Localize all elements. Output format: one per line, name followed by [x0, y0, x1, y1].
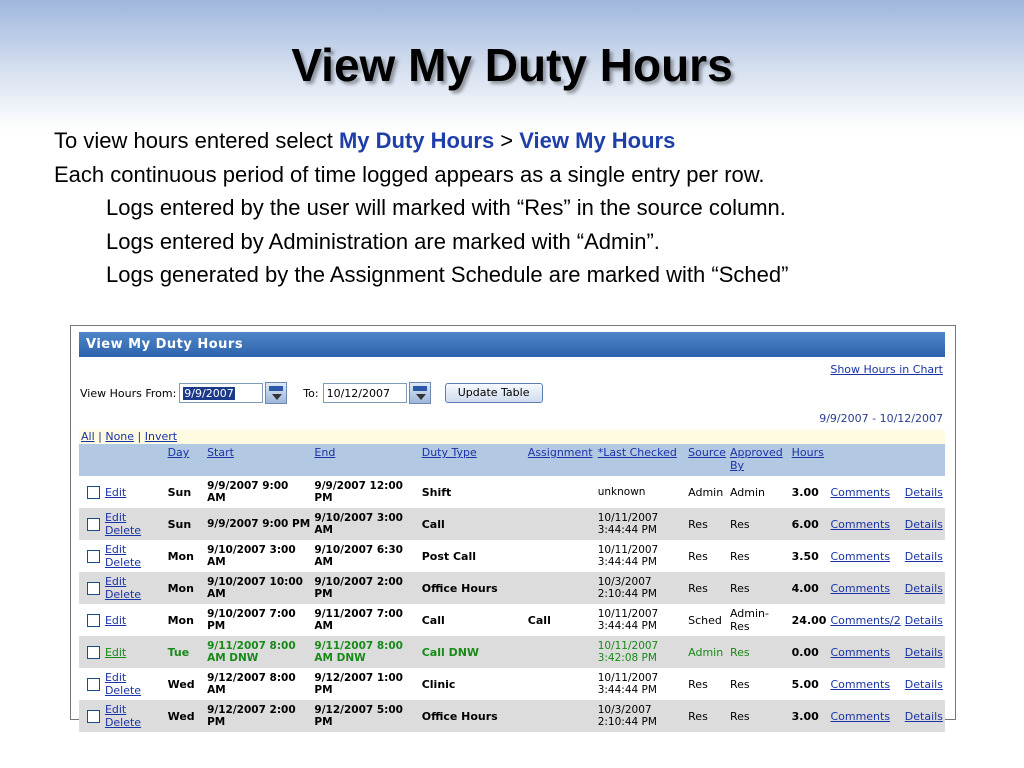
- to-date-input[interactable]: [323, 383, 407, 403]
- last-checked-cell: 10/11/2007 3:44:44 PM: [596, 604, 686, 636]
- header-duty-type[interactable]: Duty Type: [420, 444, 526, 476]
- day-cell: Mon: [166, 572, 205, 604]
- row-checkbox-cell: [79, 476, 103, 508]
- edit-link[interactable]: Edit: [104, 485, 127, 499]
- start-cell: 9/11/2007 8:00 AM DNW: [205, 636, 312, 668]
- select-separator: |: [134, 430, 145, 443]
- hours-cell: 3.00: [790, 700, 829, 732]
- menu-separator: >: [494, 128, 520, 153]
- last-checked-cell: 10/3/2007 2:10:44 PM: [596, 700, 686, 732]
- assignment-cell: [526, 540, 596, 572]
- table-row: [79, 572, 945, 604]
- last-checked-cell: 10/11/2007 3:44:44 PM: [596, 668, 686, 700]
- end-cell: 9/12/2007 5:00 PM: [312, 700, 419, 732]
- duty-type-cell: Call: [420, 604, 526, 636]
- date-range-text: 9/9/2007 - 10/12/2007: [819, 412, 943, 425]
- day-cell: Wed: [166, 700, 205, 732]
- start-cell: 9/10/2007 10:00 AM: [205, 572, 312, 604]
- hours-cell: 6.00: [790, 508, 829, 540]
- hours-cell: 5.00: [790, 668, 829, 700]
- details-link[interactable]: Details: [903, 636, 945, 668]
- assignment-cell: [526, 636, 596, 668]
- menu-view-my-hours: View My Hours: [519, 128, 676, 153]
- row-checkbox[interactable]: [87, 550, 100, 563]
- comments-link[interactable]: Comments: [828, 508, 902, 540]
- slide-title: View My Duty Hours: [291, 39, 733, 91]
- end-cell: 9/11/2007 8:00 AM DNW: [312, 636, 419, 668]
- start-cell: 9/9/2007 9:00 PM: [205, 508, 312, 540]
- header-approved-by[interactable]: Approved By: [728, 444, 790, 476]
- row-checkbox[interactable]: [87, 518, 100, 531]
- end-cell: 9/9/2007 12:00 PM: [312, 476, 419, 508]
- assignment-cell: [526, 700, 596, 732]
- source-cell: Res: [686, 668, 728, 700]
- duty-type-cell: Clinic: [420, 668, 526, 700]
- bullet-item: [54, 225, 984, 259]
- approved-by-cell: Res: [728, 572, 790, 604]
- table-row: [79, 540, 945, 572]
- row-actions: [103, 540, 166, 572]
- table-row: [79, 476, 945, 508]
- day-cell: Mon: [166, 604, 205, 636]
- approved-by-cell: Admin: [728, 476, 790, 508]
- row-checkbox[interactable]: [87, 710, 100, 723]
- to-date-value: 10/12/2007: [326, 386, 390, 400]
- to-calendar-icon[interactable]: [409, 382, 431, 404]
- details-link[interactable]: Details: [903, 668, 945, 700]
- hours-cell: 3.00: [790, 476, 829, 508]
- bullet-icon: [54, 225, 106, 259]
- details-link[interactable]: Details: [903, 476, 945, 508]
- from-label: View Hours From:: [80, 386, 177, 400]
- table-row: [79, 636, 945, 668]
- details-link[interactable]: Details: [903, 508, 945, 540]
- duty-hours-table: [79, 444, 945, 732]
- comments-link[interactable]: Comments: [828, 700, 902, 732]
- header-assignment[interactable]: Assignment: [526, 444, 596, 476]
- bullet-text: Logs entered by the user will marked with “Res” in the source column.: [106, 195, 786, 220]
- hours-cell: 0.00: [790, 636, 829, 668]
- show-hours-in-chart-link[interactable]: Show Hours in Chart: [830, 363, 943, 376]
- header-checkbox: [79, 444, 103, 476]
- table-row: [79, 668, 945, 700]
- day-cell: Tue: [166, 636, 205, 668]
- comments-link[interactable]: Comments: [828, 540, 902, 572]
- approved-by-cell: Res: [728, 540, 790, 572]
- comments-link[interactable]: Comments: [828, 572, 902, 604]
- day-cell: Sun: [166, 508, 205, 540]
- table-row: [79, 508, 945, 540]
- header-end[interactable]: End: [312, 444, 419, 476]
- edit-link[interactable]: Edit: [104, 575, 127, 588]
- menu-my-duty-hours: My Duty Hours: [338, 128, 495, 153]
- row-checkbox[interactable]: [87, 678, 100, 691]
- last-checked-cell: 10/11/2007 3:44:44 PM: [596, 508, 686, 540]
- instruction-prefix: To view hours entered select: [54, 128, 339, 153]
- source-cell: Res: [686, 700, 728, 732]
- duty-type-cell: Shift: [420, 476, 526, 508]
- last-checked-cell: 10/3/2007 2:10:44 PM: [596, 572, 686, 604]
- source-cell: Res: [686, 572, 728, 604]
- row-actions: [103, 476, 166, 508]
- hours-cell: 4.00: [790, 572, 829, 604]
- delete-link[interactable]: Delete: [104, 588, 142, 601]
- selection-bar: [79, 430, 945, 444]
- approved-by-cell: Res: [728, 636, 790, 668]
- table-header-row: [79, 444, 945, 476]
- header-hours[interactable]: Hours: [790, 444, 829, 476]
- comments-link[interactable]: Comments/2: [828, 604, 902, 636]
- duty-type-cell: Post Call: [420, 540, 526, 572]
- header-details: [903, 444, 945, 476]
- table-row: [79, 604, 945, 636]
- day-cell: Sun: [166, 476, 205, 508]
- approved-by-cell: Res: [728, 668, 790, 700]
- start-cell: 9/10/2007 3:00 AM: [205, 540, 312, 572]
- select-separator: |: [94, 430, 106, 443]
- end-cell: 9/10/2007 2:00 PM: [312, 572, 419, 604]
- bullet-icon: [54, 191, 106, 225]
- row-checkbox-cell: [79, 700, 103, 732]
- delete-link[interactable]: Delete: [104, 556, 142, 569]
- comments-link[interactable]: Comments: [828, 636, 902, 668]
- approved-by-cell: Admin-Res: [728, 604, 790, 636]
- bullet-item: [54, 191, 984, 225]
- bullet-text: Logs generated by the Assignment Schedule are marked with “Sched”: [106, 262, 789, 287]
- source-cell: Res: [686, 508, 728, 540]
- row-checkbox[interactable]: [87, 614, 100, 627]
- source-cell: Admin: [686, 476, 728, 508]
- day-cell: Wed: [166, 668, 205, 700]
- panel-header: View My Duty Hours: [79, 332, 945, 357]
- header-day[interactable]: Day: [166, 444, 205, 476]
- row-checkbox-cell: [79, 540, 103, 572]
- select-invert-link[interactable]: Invert: [144, 430, 178, 443]
- row-checkbox[interactable]: [87, 646, 100, 659]
- end-cell: 9/11/2007 7:00 AM: [312, 604, 419, 636]
- source-cell: Admin: [686, 636, 728, 668]
- approved-by-cell: Res: [728, 508, 790, 540]
- assignment-cell: Call: [526, 604, 596, 636]
- row-actions: [103, 508, 166, 540]
- day-cell: Mon: [166, 540, 205, 572]
- bullet-item: [54, 258, 984, 292]
- row-checkbox-cell: [79, 668, 103, 700]
- details-link[interactable]: Details: [903, 540, 945, 572]
- start-cell: 9/12/2007 2:00 PM: [205, 700, 312, 732]
- bullet-icon: [54, 258, 106, 292]
- row-checkbox-cell: [79, 604, 103, 636]
- row-actions: [103, 700, 166, 732]
- description-line: Each continuous period of time logged appears as a single entry per row.: [54, 161, 765, 187]
- approved-by-cell: Res: [728, 700, 790, 732]
- edit-link[interactable]: Edit: [104, 511, 127, 524]
- instruction-line: [54, 124, 984, 158]
- header-comments: [828, 444, 902, 476]
- end-cell: 9/10/2007 6:30 AM: [312, 540, 419, 572]
- comments-link[interactable]: Comments: [828, 668, 902, 700]
- update-table-button[interactable]: Update Table: [445, 383, 543, 403]
- select-none-link[interactable]: None: [105, 430, 135, 443]
- duty-type-cell: Office Hours: [420, 572, 526, 604]
- details-link[interactable]: Details: [903, 572, 945, 604]
- edit-link[interactable]: Edit: [104, 671, 127, 684]
- table-row: [79, 700, 945, 732]
- date-filter: [80, 381, 543, 405]
- edit-link[interactable]: Edit: [104, 543, 127, 556]
- row-checkbox[interactable]: [87, 486, 100, 499]
- row-checkbox-cell: [79, 636, 103, 668]
- hours-cell: 3.50: [790, 540, 829, 572]
- last-checked-cell: 10/11/2007 3:44:44 PM: [596, 540, 686, 572]
- from-date-value: 9/9/2007: [184, 386, 234, 400]
- delete-link[interactable]: Delete: [104, 524, 142, 537]
- end-cell: 9/10/2007 3:00 AM: [312, 508, 419, 540]
- start-cell: 9/10/2007 7:00 PM: [205, 604, 312, 636]
- source-cell: Sched: [686, 604, 728, 636]
- start-cell: 9/12/2007 8:00 AM: [205, 668, 312, 700]
- row-actions: [103, 572, 166, 604]
- to-label: To:: [303, 386, 319, 400]
- details-link[interactable]: Details: [903, 604, 945, 636]
- edit-link[interactable]: Edit: [104, 613, 127, 627]
- assignment-cell: [526, 508, 596, 540]
- comments-link[interactable]: Comments: [828, 476, 902, 508]
- assignment-cell: [526, 572, 596, 604]
- assignment-cell: [526, 476, 596, 508]
- row-actions: [103, 668, 166, 700]
- header-actions: [103, 444, 166, 476]
- last-checked-cell: 10/11/2007 3:42:08 PM: [596, 636, 686, 668]
- from-calendar-icon[interactable]: [265, 382, 287, 404]
- duty-hours-screenshot: [70, 325, 956, 729]
- slide-body: [54, 124, 984, 292]
- row-checkbox-cell: [79, 508, 103, 540]
- row-checkbox[interactable]: [87, 582, 100, 595]
- source-cell: Res: [686, 540, 728, 572]
- edit-link[interactable]: Edit: [104, 645, 127, 659]
- row-actions: [103, 636, 166, 668]
- last-checked-cell: unknown: [596, 476, 686, 508]
- select-all-link[interactable]: All: [81, 430, 95, 443]
- from-date-input[interactable]: [179, 383, 263, 403]
- delete-link[interactable]: Delete: [104, 716, 142, 729]
- header-source[interactable]: Source: [686, 444, 728, 476]
- header-last-checked[interactable]: *Last Checked: [596, 444, 686, 476]
- header-start[interactable]: Start: [205, 444, 312, 476]
- duty-type-cell: Office Hours: [420, 700, 526, 732]
- bullet-text: Logs entered by Administration are marked with “Admin”.: [106, 228, 660, 254]
- duty-type-cell: Call: [420, 508, 526, 540]
- assignment-cell: [526, 668, 596, 700]
- row-checkbox-cell: [79, 572, 103, 604]
- edit-link[interactable]: Edit: [104, 703, 127, 716]
- duty-type-cell: Call DNW: [420, 636, 526, 668]
- details-link[interactable]: Details: [903, 700, 945, 732]
- start-cell: 9/9/2007 9:00 AM: [205, 476, 312, 508]
- delete-link[interactable]: Delete: [104, 684, 142, 697]
- hours-cell: 24.00: [790, 604, 829, 636]
- row-actions: [103, 604, 166, 636]
- end-cell: 9/12/2007 1:00 PM: [312, 668, 419, 700]
